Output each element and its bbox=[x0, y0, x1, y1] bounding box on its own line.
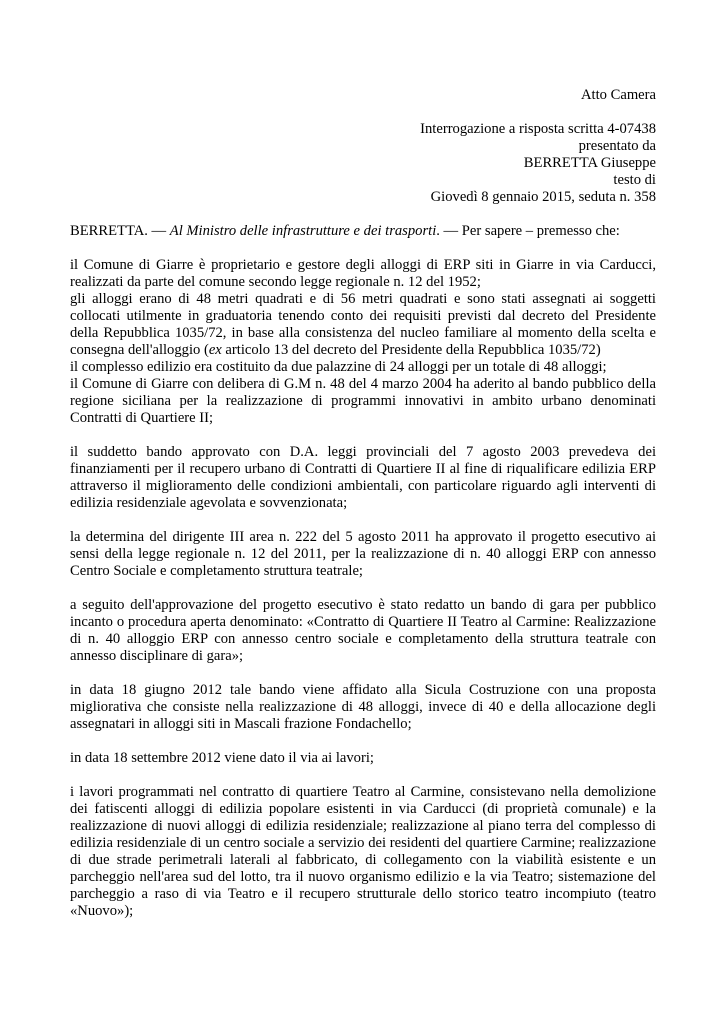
paragraph bbox=[70, 750, 656, 767]
text-line: realizzati da parte del comune secondo legge regionale n. 12 del 1952; bbox=[70, 274, 481, 290]
text-line: «Nuovo»); bbox=[70, 903, 134, 919]
text-line: migliorativa che consiste nella realizzazione di 48 alloggi, invece di 40 e della allocazione degli bbox=[70, 699, 656, 715]
text-line: di n. 40 alloggio ERP con annesso centro sociale e completamento della struttura teatrale con bbox=[70, 631, 656, 647]
text-line: a seguito dell'approvazione del progetto esecutivo è stato redatto un bando di gara per pubblico bbox=[70, 597, 656, 613]
text-line: sensi della legge regionale n. 12 del 2011, per la realizzazione di n. 40 alloggi ERP con annesso bbox=[70, 546, 656, 562]
paragraph bbox=[70, 529, 656, 580]
text-line: in data 18 giugno 2012 tale bando viene affidato alla Sicula Costruzione con una proposta bbox=[70, 682, 656, 698]
paragraph bbox=[70, 784, 656, 920]
text-line: Centro Sociale e completamento struttura teatrale; bbox=[70, 563, 363, 579]
paragraph bbox=[70, 257, 656, 291]
text-line: della Repubblica 1035/72, in base alla consistenza del nucleo familiare al momento della scelta e bbox=[70, 325, 656, 341]
interrogazione-label: Interrogazione a risposta scritta 4-07438 bbox=[420, 121, 656, 137]
paragraph bbox=[70, 291, 656, 359]
paragraph bbox=[70, 359, 656, 376]
intro-rest: . — Per sapere – premesso che: bbox=[436, 223, 620, 239]
text-line: edilizia residenziale di un centro sociale a servizio dei residenti del quartiere Carmine; realizzazione bbox=[70, 835, 656, 851]
paragraph bbox=[70, 444, 656, 512]
intro-name: BERRETTA. — bbox=[70, 223, 170, 239]
text-line: incanto o procedura aperta denominato: «Contratto di Quartiere II Teatro al Carmine: Realizzazione bbox=[70, 614, 656, 630]
text-line: attraverso il miglioramento delle condizioni ambientali, con particolare riguardo agli interventi di bbox=[70, 478, 656, 494]
text-line: il Comune di Giarre è proprietario e gestore degli alloggi di ERP siti in Giarre in via Carducci, bbox=[70, 257, 656, 273]
text-line: annesso disciplinare di gara»; bbox=[70, 648, 244, 664]
text-line: collocati utilmente in graduatoria tenendo conto dei requisiti previsti dal decreto del Presidente bbox=[70, 308, 656, 324]
text-line: realizzazione di nuovi alloggi di edilizia residenziale; realizzazione al piano terra del complesso di bbox=[70, 818, 656, 834]
text-line: il suddetto bando approvato con D.A. leggi provinciali del 7 agosto 2003 prevedeva dei bbox=[70, 444, 656, 460]
text-line: parcheggio a raso di via Teatro e il recupero strutturale dello storico teatro incompiuto (teatro bbox=[70, 886, 656, 902]
text-line: Contratti di Quartiere II; bbox=[70, 410, 214, 426]
paragraph bbox=[70, 376, 656, 427]
text-line: la determina del dirigente III area n. 222 del 5 agosto 2011 ha approvato il progetto esecutivo ai bbox=[70, 529, 656, 545]
body-text bbox=[70, 257, 656, 920]
text-line: il Comune di Giarre con delibera di G.M n. 48 del 4 marzo 2004 ha aderito al bando pubblico della bbox=[70, 376, 656, 392]
author-name: BERRETTA Giuseppe bbox=[523, 155, 656, 171]
text-line: consegna dell'alloggio (ex articolo 13 del decreto del Presidente della Repubblica 1035/72) bbox=[70, 342, 601, 358]
session-date: Giovedì 8 gennaio 2015, seduta n. 358 bbox=[430, 189, 656, 205]
text-line: finanziamenti per il recupero urbano di Contratti di Quartiere II al fine di riqualificare edilizia ERP bbox=[70, 461, 656, 477]
intro-line bbox=[70, 223, 656, 240]
text-line: dei fatiscenti alloggi di edilizia popolare esistenti in via Carducci (di proprietà comunale) e la bbox=[70, 801, 656, 817]
text-line: assegnatari in alloggi siti in Mascali frazione Fondachello; bbox=[70, 716, 412, 732]
presentato-label: presentato da bbox=[578, 138, 656, 154]
atto-label: Atto Camera bbox=[581, 87, 656, 103]
text-line: parcheggio nell'area sud del lotto, tra il nuovo organismo edilizio e la via Teatro; sistemazione del bbox=[70, 869, 656, 885]
text-line: i lavori programmati nel contratto di quartiere Teatro al Carmine, consistevano nella demolizione bbox=[70, 784, 656, 800]
testo-label: testo di bbox=[613, 172, 656, 188]
paragraph bbox=[70, 597, 656, 665]
text-line: in data 18 settembre 2012 viene dato il via ai lavori; bbox=[70, 750, 374, 766]
text-line: regione siciliana per la realizzazione di programmi innovativi in ambito urbano denominati bbox=[70, 393, 656, 409]
paragraph bbox=[70, 682, 656, 733]
document-header bbox=[70, 87, 656, 206]
text-line: di due strade perimetrali laterali al fabbricato, di collegamento con la viabilità esistente e un bbox=[70, 852, 656, 868]
intro-ministro: Al Ministro delle infrastrutture e dei trasporti bbox=[169, 223, 437, 239]
text-line: il complesso edilizio era costituito da due palazzine di 24 alloggi per un totale di 48 alloggi; bbox=[70, 359, 607, 375]
text-line: edilizia residenziale agevolata e sovvenzionata; bbox=[70, 495, 348, 511]
text-line: gli alloggi erano di 48 metri quadrati e di 56 metri quadrati e sono stati assegnati ai soggetti bbox=[70, 291, 656, 307]
